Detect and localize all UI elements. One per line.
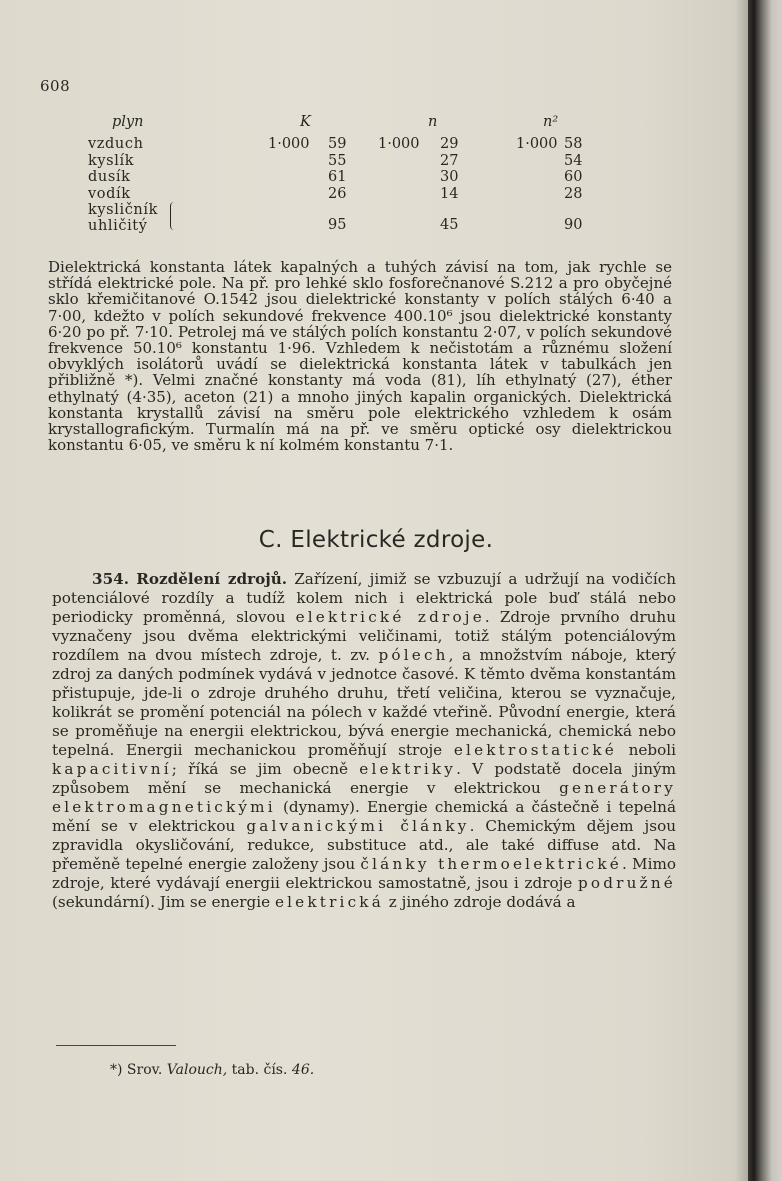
spaced-term: podružné — [577, 874, 676, 892]
table-row — [88, 202, 608, 236]
brace-mark — [170, 202, 179, 230]
section-number: 354. — [92, 570, 129, 588]
table-row — [88, 186, 608, 203]
cell-n: 14 — [440, 185, 459, 202]
cell-n2: 58 — [564, 136, 583, 152]
footnote-mark: *) — [110, 1062, 123, 1078]
table-row — [88, 153, 608, 170]
refraction-table — [88, 114, 608, 236]
spaced-term: pólech — [378, 646, 449, 664]
cell-k-int: 1·000 — [268, 136, 310, 152]
header-k: K — [300, 114, 311, 130]
text-span: neboli — [616, 741, 676, 759]
footnote-author: Valouch, — [166, 1062, 228, 1078]
cell-n: 45 — [440, 217, 459, 233]
spaced-term: elektrické zdroje — [295, 608, 485, 626]
cell-n: 29 — [440, 136, 459, 152]
paragraph-sources — [52, 570, 676, 912]
footnote-text: Srov. — [126, 1062, 163, 1078]
text-span: . Chemickým dějem jsou zpravidla okysličování, redukce, substituce atd., ale také diffuse atd. Na přeměně tepelné energie založeny jsou — [52, 817, 676, 873]
text-span: . V podstatě docela jiným způsobem mění se mechanická energie v elektrickou — [52, 760, 676, 797]
cell-k: 61 — [328, 169, 347, 185]
spaced-term: galvanickými články — [246, 817, 470, 835]
footnote-number: 46. — [291, 1062, 315, 1078]
cell-k: 95 — [328, 217, 347, 233]
text-span: ; říká se jim obecně — [171, 760, 360, 778]
footnote-ref: tab. čís. — [231, 1062, 288, 1078]
spaced-term: články thermoelektrické — [360, 855, 622, 873]
text-span: (sekundární). Jim se energie — [52, 893, 275, 911]
cell-gas-line1: kysličník — [88, 202, 158, 218]
table-row — [88, 136, 608, 153]
cell-n2-int: 1·000 — [516, 136, 558, 152]
cell-n2: 28 — [564, 185, 583, 202]
text-span: (dynamy). Energie chemická a částečně i tepelná mění se v elektrickou — [52, 798, 676, 835]
cell-n: 30 — [440, 169, 459, 185]
text-span: . Mimo zdroje, které vydávají energii elektrickou samostatně, jsou i zdroje — [52, 855, 677, 892]
cell-gas-line2: uhličitý — [88, 218, 148, 234]
cell-gas: kyslík — [88, 152, 135, 169]
header-gas: plyn — [112, 114, 144, 130]
spaced-term: elektrostatické — [453, 741, 617, 759]
cell-n2: 90 — [564, 217, 583, 233]
page-number: 608 — [40, 77, 71, 95]
spaced-term: elektrická — [274, 893, 384, 911]
table-header — [88, 114, 608, 136]
cell-k: 55 — [328, 152, 347, 169]
text-span: Zařízení, jimiž se vzbuzují a udržují na vodičích potenciálové rozdíly a tudíž kolem nich i elektrická pole buď stálá nebo periodicky proměnná, slovou — [52, 570, 677, 626]
cell-n2: 60 — [564, 169, 583, 185]
section-heading: C. Elektrické zdroje. — [258, 527, 494, 553]
cell-n2: 54 — [564, 152, 583, 169]
cell-k: 26 — [328, 185, 347, 202]
cell-n-int: 1·000 — [378, 136, 420, 152]
text-span: z jiného zdroje dodává a — [383, 893, 576, 911]
cell-gas: vodík — [88, 185, 131, 202]
text-span: , a množstvím náboje, který zdroj za daných podmínek vydává v jednotce časové. K těmto dvěma konstantám přistupuje, jde-li o zdroje druhého druhu, třetí veličina, kterou se vyznačuje, kolikrát se promění potenciál na pólech v každé vteřině. Původní energie, která se proměňuje na energii elektrickou, bývá energie mechanická, chemická nebo tepelná. Energii mechanickou proměňují stroje — [52, 646, 676, 759]
cell-k: 59 — [328, 136, 347, 152]
section-title: Rozdělení zdrojů. — [136, 570, 288, 588]
paragraph-dielectric: Dielektrická konstanta látek kapalných a tuhých závisí na tom, jak rychle se střídá elektrické pole. Na př. pro lehké sklo fosforečnanové S.212 a pro obyčejné sklo křemičitanové O.1542 jsou dielektrické konstanty v polích stálých 6·40 a 7·00, kdežto v polích sekundové frekvence 400.10⁶ jsou dielektrické konstanty 6·20 po př. 7·10. Petrolej má ve stálých polích konstantu 2·07, v polích sekundové frekvence 50.10⁶ konstantu 1·96. Vzhledem k nečistotám a různému složení obvyklých isolátorů uvádí se dielektrická konstanta látek v tabulkách jen přibližně *). Velmi značné konstanty má voda (81), líh ethylnatý (27), éther ethylnatý (4·35), aceton (21) a mnoho jiných kapalin organických. Dielektrická konstanta krystallů závisí na směru pole elektrického vzhledem k osám krystallografickým. Turmalín má na př. ve směru optické osy dielektrickou konstantu 6·05, ve směru k ní kolmém konstantu 7·1. — [48, 258, 672, 455]
header-n2: n² — [543, 114, 559, 130]
spaced-term: kapacitivní — [52, 760, 172, 778]
cell-gas: vzduch — [88, 136, 144, 152]
footnote-rule — [56, 1045, 176, 1046]
header-n: n — [428, 114, 438, 130]
cell-n: 27 — [440, 152, 459, 169]
text-span: . Zdroje prvního druhu vyznačeny jsou dvěma elektrickými veličinami, totiž stálým potenciálovým rozdílem na dvou místech zdroje, t. zv. — [52, 608, 676, 664]
spaced-term: generátory elektromagnetickými — [52, 779, 676, 816]
gutter-shadow — [735, 0, 749, 1181]
footnote — [110, 1062, 314, 1078]
spaced-term: elektriky — [359, 760, 457, 778]
table-row — [88, 169, 608, 186]
cell-gas: dusík — [88, 169, 131, 185]
book-gutter — [748, 0, 782, 1181]
